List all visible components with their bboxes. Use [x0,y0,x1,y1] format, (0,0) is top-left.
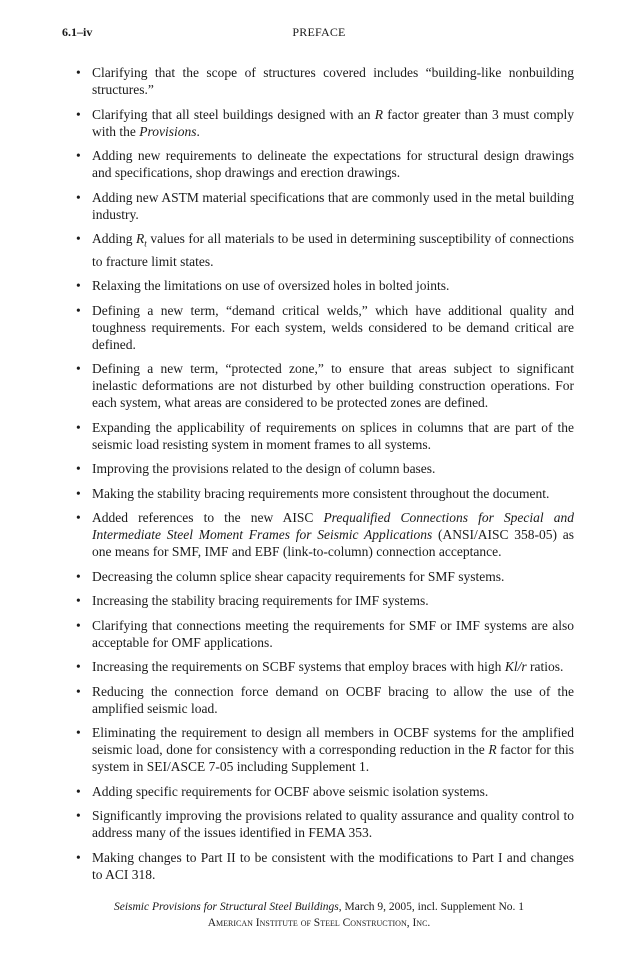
list-item-text: Increasing the stability bracing requirements for IMF systems. [92,593,429,609]
bullet-point: • [76,808,81,824]
page-footer [62,899,576,931]
list-item-text: Clarifying that the scope of structures covered includes “building-like nonbuilding structures.” [92,65,574,97]
list-item [76,460,574,477]
list-item-text: Defining a new term, “demand critical welds,” which have additional quality and toughness requirements. For each system, welds considered to be demand critical are defined. [92,302,574,352]
list-item-text: Adding new ASTM material specifications that are commonly used in the metal building industry. [92,189,574,222]
bullet-point: • [76,617,81,633]
list-item-text: . [196,123,200,139]
list-item [76,724,574,775]
footer-document-title: Seismic Provisions for Structural Steel Buildings [113,901,339,913]
list-item-text: Clarifying that all steel buildings designed with an [92,106,375,122]
bullet-point: • [76,568,81,584]
list-item-text: Adding specific requirements for OCBF above seismic isolation systems. [92,783,489,799]
footer-publisher: American Institute of Steel Construction, Inc. [207,917,431,929]
footer-date: , March 9, 2005, incl. Supplement No. 1 [338,901,525,913]
list-item-text: Kl/r [504,659,527,675]
bullet-point: • [76,302,81,318]
list-item-text: Reducing the connection force demand on OCBF bracing to allow the use of the amplified seismic load. [92,683,574,716]
list-item-text: factor greater than 3 must comply with the [92,106,575,139]
list-item [76,147,574,181]
list-item-text: Making changes to Part II to be consistent with the modifications to Part I and changes to ACI 318. [92,849,574,882]
page-body [76,64,574,890]
bullet-point: • [76,231,81,246]
list-item-text: Adding new requirements to delineate the expectations for structural design drawings and specifications, shop drawings and erection drawings. [92,148,574,180]
list-item-text: factor for this system in SEI/ASCE 7-05 including Supplement 1. [92,742,574,775]
list-item-text: ratios. [526,659,564,675]
list-item-text: Increasing the requirements on SCBF systems that employ braces with high [92,659,505,675]
list-item [76,302,574,353]
list-item-text: Making the stability bracing requirements more consistent throughout the document. [92,485,550,501]
list-item [76,568,574,585]
list-item-text: t [144,238,147,249]
list-item [76,485,574,502]
list-item [76,189,574,223]
bullet-point: • [76,106,81,122]
bullet-point: • [76,189,81,205]
page-header [62,25,576,41]
list-item [76,617,574,651]
list-item-text: (ANSI/AISC 358-05) as one means for SMF, IMF and EBF (link-to-column) connection acceptance. [92,527,574,560]
list-item-text: Provisions [139,123,197,139]
bullet-point: • [76,593,81,609]
list-item [76,419,574,453]
list-item [76,849,574,883]
bullet-point: • [76,461,81,477]
list-item-text: Adding [92,231,137,246]
list-item-text: Relaxing the limitations on use of oversized holes in bolted joints. [92,278,450,294]
change-list [76,64,574,883]
list-item [76,683,574,717]
list-item-text: Clarifying that connections meeting the requirements for SMF or IMF systems are also acceptable for OMF applications. [92,617,574,650]
list-item-text: Defining a new term, “protected zone,” to ensure that areas subject to significant inelastic deformations are not disturbed by other building construction operations. For each system, what areas are considered to be protected zones are defined. [92,361,574,411]
list-item-text: Expanding the applicability of requirements on splices in columns that are part of the seismic load resisting system in moment frames to all systems. [92,419,574,452]
list-item [76,783,574,800]
list-item [76,807,574,841]
bullet-point: • [76,783,81,799]
bullet-point: • [76,659,81,675]
list-item [76,106,574,140]
footer-citation [62,899,576,915]
list-item-text: R [488,742,497,758]
list-item-text: Decreasing the column splice shear capacity requirements for SMF systems. [92,568,505,584]
list-item-text: Eliminating the requirement to design all members in OCBF systems for the amplified seismic load, done for consistency with a corresponding reduction in the [92,725,574,758]
list-item [76,277,574,294]
list-item [76,658,574,675]
list-item-text: R [136,231,145,246]
bullet-point: • [76,849,81,865]
list-item [76,360,574,411]
list-item [76,592,574,609]
bullet-point: • [76,148,81,163]
list-item-text: values for all materials to be used in determining susceptibility of connections to fracture limit states. [92,231,574,269]
bullet-point: • [76,510,81,526]
section-title: PREFACE [292,25,346,39]
bullet-point: • [76,419,81,435]
list-item-text: Added references to the new AISC [92,510,324,526]
list-item-text: Prequalified Connections for Special and Intermediate Steel Moment Frames for Seismic Applications [92,510,574,543]
list-item [76,64,574,98]
page-number: 6.1–iv [62,25,93,39]
list-item [76,230,574,270]
list-item [76,509,574,560]
list-item-text: Significantly improving the provisions related to quality assurance and quality control to address many of the issues identified in FEMA 353. [92,808,574,841]
bullet-point: • [76,361,81,377]
bullet-point: • [76,278,81,294]
bullet-point: • [76,683,81,699]
bullet-point: • [76,725,81,741]
bullet-point: • [76,485,81,501]
list-item-text: Improving the provisions related to the design of column bases. [92,461,436,477]
bullet-point: • [76,65,81,80]
list-item-text: R [374,106,383,122]
